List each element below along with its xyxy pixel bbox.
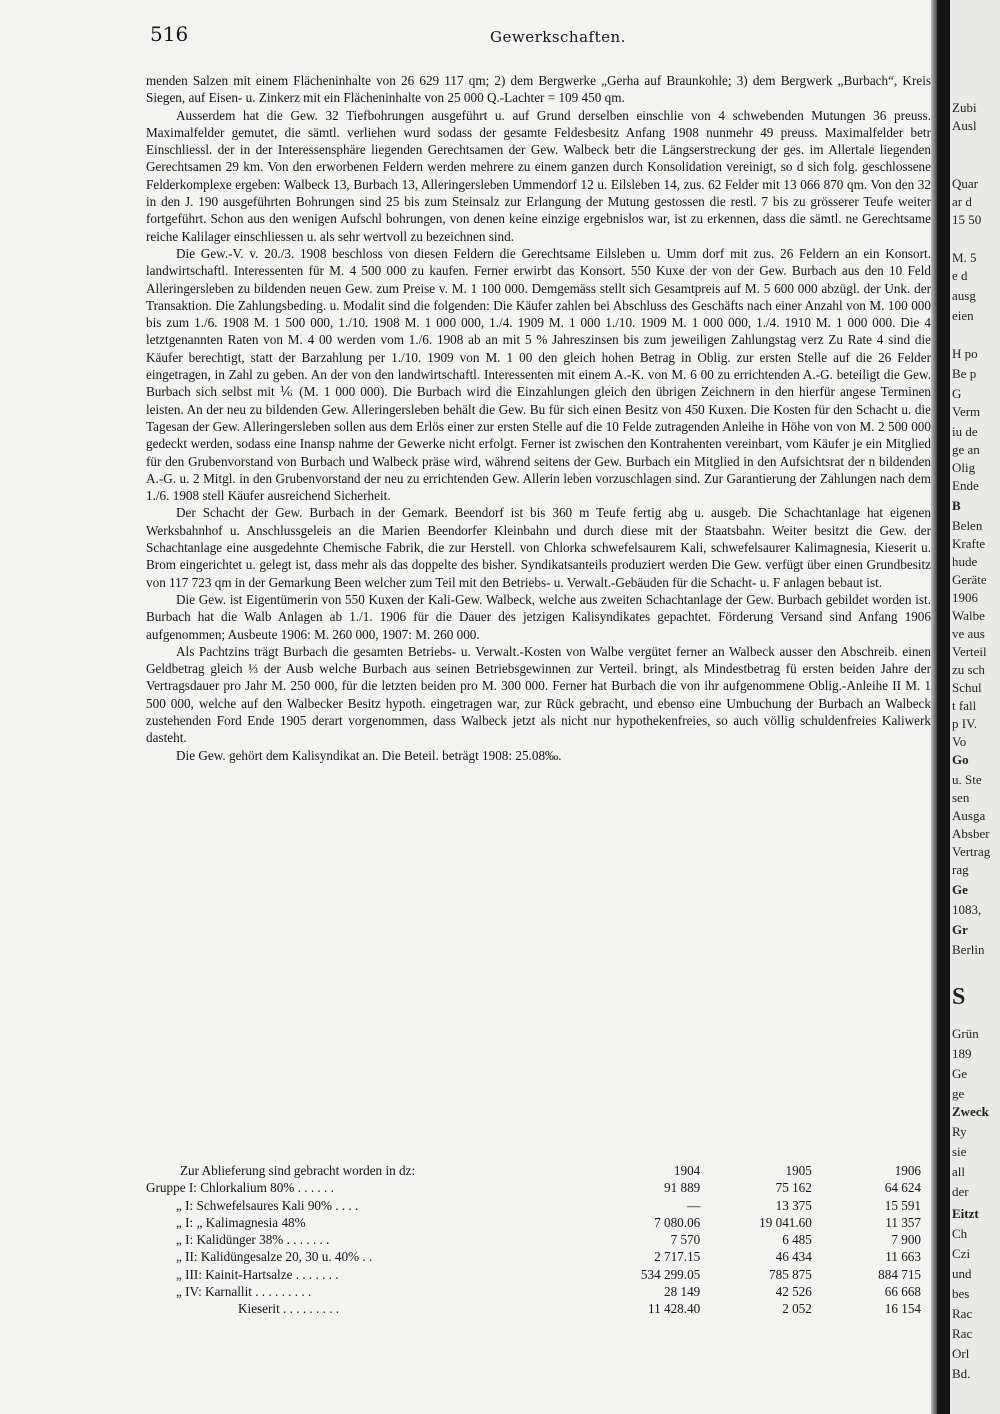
adjacent-page-fragment: 15 50 xyxy=(952,212,982,227)
adjacent-page-fragment: Ende xyxy=(952,478,979,493)
adjacent-page-edge xyxy=(950,0,1000,1414)
year-header: 1906 xyxy=(894,1163,921,1178)
paragraph: Die Gew. gehört dem Kalisyndikat an. Die Beteil. beträgt 1908: 25.08‰. xyxy=(176,747,562,763)
table-cell: 7 080.06 xyxy=(654,1214,701,1230)
row-label: „ II: Kalidüngesalze 20, 30 u. 40% . . xyxy=(176,1249,373,1265)
table-cell: 11 357 xyxy=(885,1214,921,1230)
table-cell: 534 299.05 xyxy=(640,1266,701,1282)
table-row xyxy=(146,1179,931,1196)
adjacent-page-fragment: Ge xyxy=(952,882,968,897)
table-row xyxy=(146,1300,931,1317)
table-cell: 884 715 xyxy=(878,1266,921,1282)
page-number: 516 xyxy=(150,22,189,46)
running-title: Gewerkschaften. xyxy=(490,28,626,46)
table-row xyxy=(146,1231,931,1248)
table-cell: 16 154 xyxy=(884,1301,921,1317)
adjacent-page-fragment: 1906 xyxy=(952,590,978,605)
row-label: „ I: Kalidünger 38% . . . . . . . xyxy=(176,1232,330,1248)
body-text xyxy=(146,72,931,764)
table-cell: 13 375 xyxy=(775,1197,812,1213)
paragraph: Als Pachtzins trägt Burbach die gesamten Betriebs- u. Verwalt.-Kosten von Walbe vergütet ferner an Walbeck ausser den Abschreib. einen Geldbetrag gleich ⅓ der Ausb welche Burbach aus seinen Betriebsgewinnen zur Verteil. bringt, als Mindestbetrag fü ersten beiden Jahre der Vertragsdauer pro Jahr M. 250 000, für die letzten beiden pro M. 300 000. Ferner hat Burbach die von ihr aufgenommene Oblig.-Anleihe II M. 1 500 000, welche auf den Walbecker Besitz hypoth. eingetragen war, zur Rück gebracht, und ebenso eine Umbuchung der Burbach an Walbeck zustehenden Ford Ende 1905 derart vorgenommen, dass Walbeck jetzt als nicht nur hypothekenfreies, so auch völlig schuldenfreies Kaliwerk dasteht. xyxy=(146,643,931,746)
adjacent-page-fragment: Berlin xyxy=(952,942,985,957)
adjacent-page-fragment: Ge xyxy=(952,1066,968,1081)
adjacent-page-fragment: der xyxy=(952,1184,969,1199)
adjacent-page-fragment: Vo xyxy=(952,734,967,749)
table-row xyxy=(146,1266,931,1283)
adjacent-page-fragment: Zweck xyxy=(952,1104,989,1119)
table-row xyxy=(146,1197,931,1214)
adjacent-page-fragment: Ch xyxy=(952,1226,968,1241)
table-cell: 46 434 xyxy=(775,1249,812,1265)
adjacent-page-fragment: iu de xyxy=(952,424,978,439)
table-cell: — xyxy=(687,1197,701,1213)
table-cell: 785 875 xyxy=(769,1266,812,1282)
adjacent-page-fragment: bes xyxy=(952,1286,970,1301)
adjacent-page-fragment: p IV. xyxy=(952,716,978,731)
adjacent-page-fragment: Czi xyxy=(952,1246,971,1261)
adjacent-page-fragment: Krafte xyxy=(952,536,986,551)
adjacent-page-fragment: Verteil xyxy=(952,644,987,659)
table-row xyxy=(146,1214,931,1231)
adjacent-page-fragment: all xyxy=(952,1164,965,1179)
adjacent-page-fragment: t fall xyxy=(952,698,977,713)
adjacent-page-fragment: ve aus xyxy=(952,626,985,641)
adjacent-page-fragment: Ausl xyxy=(952,118,977,133)
adjacent-page-fragment: u. Ste xyxy=(952,772,982,787)
adjacent-page-fragment: M. 5 xyxy=(952,250,977,265)
adjacent-page-fragment: Go xyxy=(952,752,969,767)
adjacent-page-fragment: Zubi xyxy=(952,100,977,115)
adjacent-page-fragment: Schul xyxy=(952,680,982,695)
adjacent-page-fragment: Vertrag xyxy=(952,844,991,859)
adjacent-page-fragment: eien xyxy=(952,308,974,323)
adjacent-page-fragment: Eitzt xyxy=(952,1206,979,1221)
table-cell: 6 485 xyxy=(782,1232,812,1248)
table-cell: 91 889 xyxy=(663,1180,701,1196)
adjacent-page-fragment: G xyxy=(952,386,962,401)
row-label: Kieserit . . . . . . . . . xyxy=(238,1301,340,1317)
table-cell: 15 591 xyxy=(884,1197,921,1213)
table-row xyxy=(146,1248,931,1265)
adjacent-page-fragment: Walbe xyxy=(952,608,985,623)
adjacent-page-fragment: ausg xyxy=(952,288,976,303)
adjacent-page-fragment: Belen xyxy=(952,518,983,533)
paragraph: Der Schacht der Gew. Burbach in der Gemark. Beendorf ist bis 360 m Teufe fertig abg u. ausgeb. Die Schachtanlage hat eigenen Werksbahnhof u. Anschlussgeleis an die Marien Beendorfer Kleinbahn und durch diese mit der Staatsbahn. Weiter besitzt die Gew. der Schachtanlage eine ausgedehnte Chemische Fabrik, die zur Herstell. von Chlorka schwefelsaurem Kali, schwefelsaurer Kalimagnesia, Kieserit u. Brom eingerichtet u. gelegt ist, dass mehr als das doppelte des bisher. Syndikatsanteils produziert werden Die Gew. verfügt über einen Grundbesitz von 117 723 qm in der Gemarkung Been welcher zum Teil mit den Betriebs- u. Verwalt.-Gebäuden für die Schacht- u. F anlagen bebaut ist. xyxy=(146,505,931,590)
table-cell: 75 162 xyxy=(775,1180,812,1196)
table-cell: 7 900 xyxy=(891,1232,921,1248)
adjacent-page-fragment: Bd. xyxy=(952,1366,971,1381)
adjacent-page-fragment: 1083, xyxy=(952,902,982,917)
table-caption: Zur Ablieferung sind gebracht worden in dz: xyxy=(180,1163,416,1178)
table-cell: 11 663 xyxy=(885,1249,921,1265)
adjacent-page-fragment: ge xyxy=(952,1086,965,1101)
adjacent-page-fragment: Ausga xyxy=(952,808,986,823)
adjacent-page-fragment: S xyxy=(952,984,966,1010)
table-cell: 28 149 xyxy=(663,1284,701,1300)
adjacent-page-fragment: 189 xyxy=(952,1046,972,1061)
adjacent-page-fragment: Grün xyxy=(952,1026,979,1041)
adjacent-page-fragment: ar d xyxy=(952,194,972,209)
table-cell: 19 041.60 xyxy=(759,1214,812,1230)
adjacent-page-fragment: Olig xyxy=(952,460,976,475)
adjacent-page-fragment: Quar xyxy=(952,176,978,191)
year-header: 1904 xyxy=(673,1163,701,1178)
adjacent-page-fragment: hude xyxy=(952,554,978,569)
paragraph: Ausserdem hat die Gew. 32 Tiefbohrungen ausgeführt u. auf Grund derselben einschlie von 4 schwebenden Mutungen 36 preuss. Maximalfelder gemutet, die sämtl. verliehen wurd sodass der gesamte Feldesbesitz Anfang 1908 nunmehr 49 preuss. Maximalfelder betr Einschliessl. der in der Interessensphäre liegenden Gerechtsamen der Gew. Walbeck betr die Längserstreckung der ges. im Allertale liegenden Gerechtsamen 29 km. Von den erworbenen Feldern werden mehrere zu einem ganzen durch Konsolidation vereinigt, so d sich folg. geschlossene Felderkomplexe ergeben: Walbeck 13, Burbach 13, Alleringersleben Ummendorf 12 u. Eilsleben 14, zus. 62 Felder mit 13 066 870 qm. Von den 32 in den J. 190 ausgeführten Bohrungen sind 25 bis zum Steinsalz zur Erlangung der Mutung gestossen die restl. 7 bis zu grösserer Teufe weiter fortgeführt. Schon aus den wenigen Aufschl bohrungen, von denen keine einzige ergebnislos war, ist zu erkennen, dass die sämtl. ne Gerechtsame reiche Kalilager einschliessen u. als sehr wertvoll zu bezeichnen sind. xyxy=(146,107,931,244)
table-cell: 64 624 xyxy=(884,1180,921,1196)
adjacent-page-fragment: Absber xyxy=(952,826,990,841)
table-header-row xyxy=(146,1162,931,1179)
row-label: „ IV: Karnallit . . . . . . . . . xyxy=(176,1284,312,1300)
adjacent-page-fragment: zu sch xyxy=(952,662,985,677)
adjacent-page-fragment: Be p xyxy=(952,366,977,381)
adjacent-page-fragment: ge an xyxy=(952,442,980,457)
book-spine-band xyxy=(937,0,950,1414)
row-label: „ I: Schwefelsaures Kali 90% . . . . xyxy=(176,1197,359,1213)
paragraph: menden Salzen mit einem Flächeninhalte von 26 629 117 qm; 2) dem Bergwerke „Gerha auf Braunkohle; 3) dem Bergwerk „Burbach“, Kreis Siegen, auf Eisen- u. Zinkerz mit ein Flächeninhalte von 25 000 Q.-Lachter = 109 450 qm. xyxy=(146,73,931,106)
adjacent-page-fragment: Ry xyxy=(952,1124,967,1139)
table-cell: 2 052 xyxy=(782,1301,812,1317)
adjacent-page-fragment: und xyxy=(952,1266,972,1281)
adjacent-page-fragment: sie xyxy=(952,1144,967,1159)
table-row xyxy=(146,1283,931,1300)
adjacent-page-fragment: sen xyxy=(952,790,970,805)
paragraph: Die Gew.-V. v. 20./3. 1908 beschloss von diesen Feldern die Gerechtsame Eilsleben u. Umm dorf mit zus. 26 Feldern an ein Konsort. landwirtschaftl. Interessenten für M. 4 500 000 zu kaufen. Ferner erwirbt das Konsort. 550 Kuxe der von der Gew. Burbach aus den 10 Feld Alleringersleben zu bildenden neuen Gew. zum Preise v. M. 1 100 000. Demgemäss stellt sich Gesamtpreis auf M. 5 600 000 abzügl. der Unk. der Transaktion. Die Zahlungsbeding. u. Modalit sind die folgenden: Die Käufer zahlen bei Abschluss des Geschäfts nach einer Anzahl von M. 100 000 bis zum 1./6. 1908 M. 1 500 000, 1./10. 1908 M. 1 000 000, 1./4. 1909 M. 1 000 1./10. 1909 M. 1 000 000, 1./4. 1910 M. 1 000 000. Die 4 letztgenannten Raten von M. 4 00 werden vom 1./6. 1908 ab an mit 5 % Jahreszinsen bis zum jeweiligen Zahlungstag verz Zu Rate 4 sind die Käufer berechtigt, statt der Barzahlung per 1./10. 1909 von M. 1 00 den gleich hohen Betrag in Oblig. zur ersten Stelle auf die 26 Felder eingetragen, in Zahl zu geben. An der von den landwirtschaftl. Interessenten mit einem A.-K. von M. 6 00 zu errichtenden A.-G. beteiligt die Gew. Burbach sich selbst mit ⅙ (M. 1 000 000). Die Burbach wird die Einzahlungen gleich den übrigen Zeichnern in den hierfür angese Terminen leisten. An der neu zu bildenden Gew. Alleringersleben behält die Gew. Bu für sich einen Besitz von 450 Kuxen. Die Kosten für den Schacht u. die Tagesan der Gew. Alleringersleben sollen aus dem Erlös einer zur ersten Stelle auf die 10 Felde zutragenden Anleihe in Höhe von von M. 2 500 000 gedeckt werden, sodass eine Inansp nahme der Gewerke nicht erfolgt. Ferner ist zwischen den Kontrahenten vereinbart, vom Käufer je ein Mitglied für den Grubenvorstand von Burbach und Walbeck präse wird, während seitens der Gew. Burbach ein Mitglied in den Aufsichtsrat der n bildenden A.-G. u. 2 Mitgl. in den Grubenvorstand der neu zu errichtenden Gew. Allerin leben vorzuschlagen sind. Zur Garantierung der Zahlungen nach dem 1./6. 1908 stell Käufer ausreichend Sicherheit. xyxy=(146,245,931,504)
table-cell: 2 717.15 xyxy=(654,1249,701,1265)
adjacent-page-fragment: B xyxy=(952,498,961,513)
row-label: „ III: Kainit-Hartsalze . . . . . . . xyxy=(176,1266,339,1282)
year-header: 1905 xyxy=(785,1163,812,1178)
page-header xyxy=(150,22,930,52)
table-cell: 66 668 xyxy=(884,1284,921,1300)
row-label: „ I: „ Kalimagnesia 48% xyxy=(176,1214,306,1230)
production-table xyxy=(146,1162,931,1318)
row-label: Gruppe I: Chlorkalium 80% . . . . . . xyxy=(146,1180,334,1196)
table-cell: 11 428.40 xyxy=(647,1301,701,1317)
adjacent-page-fragment: Rac xyxy=(952,1306,973,1321)
adjacent-page-fragment: Verm xyxy=(952,404,981,419)
table-cell: 42 526 xyxy=(775,1284,812,1300)
table-cell: 7 570 xyxy=(670,1232,701,1248)
adjacent-page-fragment: e d xyxy=(952,268,968,283)
adjacent-page-fragment: H po xyxy=(952,346,978,361)
adjacent-page-fragment: rag xyxy=(952,862,969,877)
adjacent-page-fragment: Rac xyxy=(952,1326,973,1341)
adjacent-page-fragment: Gr xyxy=(952,922,968,937)
adjacent-page-fragment: Orl xyxy=(952,1346,970,1361)
paragraph: Die Gew. ist Eigentümerin von 550 Kuxen der Kali-Gew. Walbeck, welche aus zweiten Schachtanlage der Gew. Burbach gebildet worden ist. Burbach hat die Walb Anlagen ab 1./1. 1906 für die Dauer des jetzigen Kalisyndikates gepachtet. Förderung Versand sind Anfang 1906 aufgenommen; Ausbeute 1906: M. 260 000, 1907: M. 260 000. xyxy=(146,591,931,642)
adjacent-page-fragment: Geräte xyxy=(952,572,987,587)
